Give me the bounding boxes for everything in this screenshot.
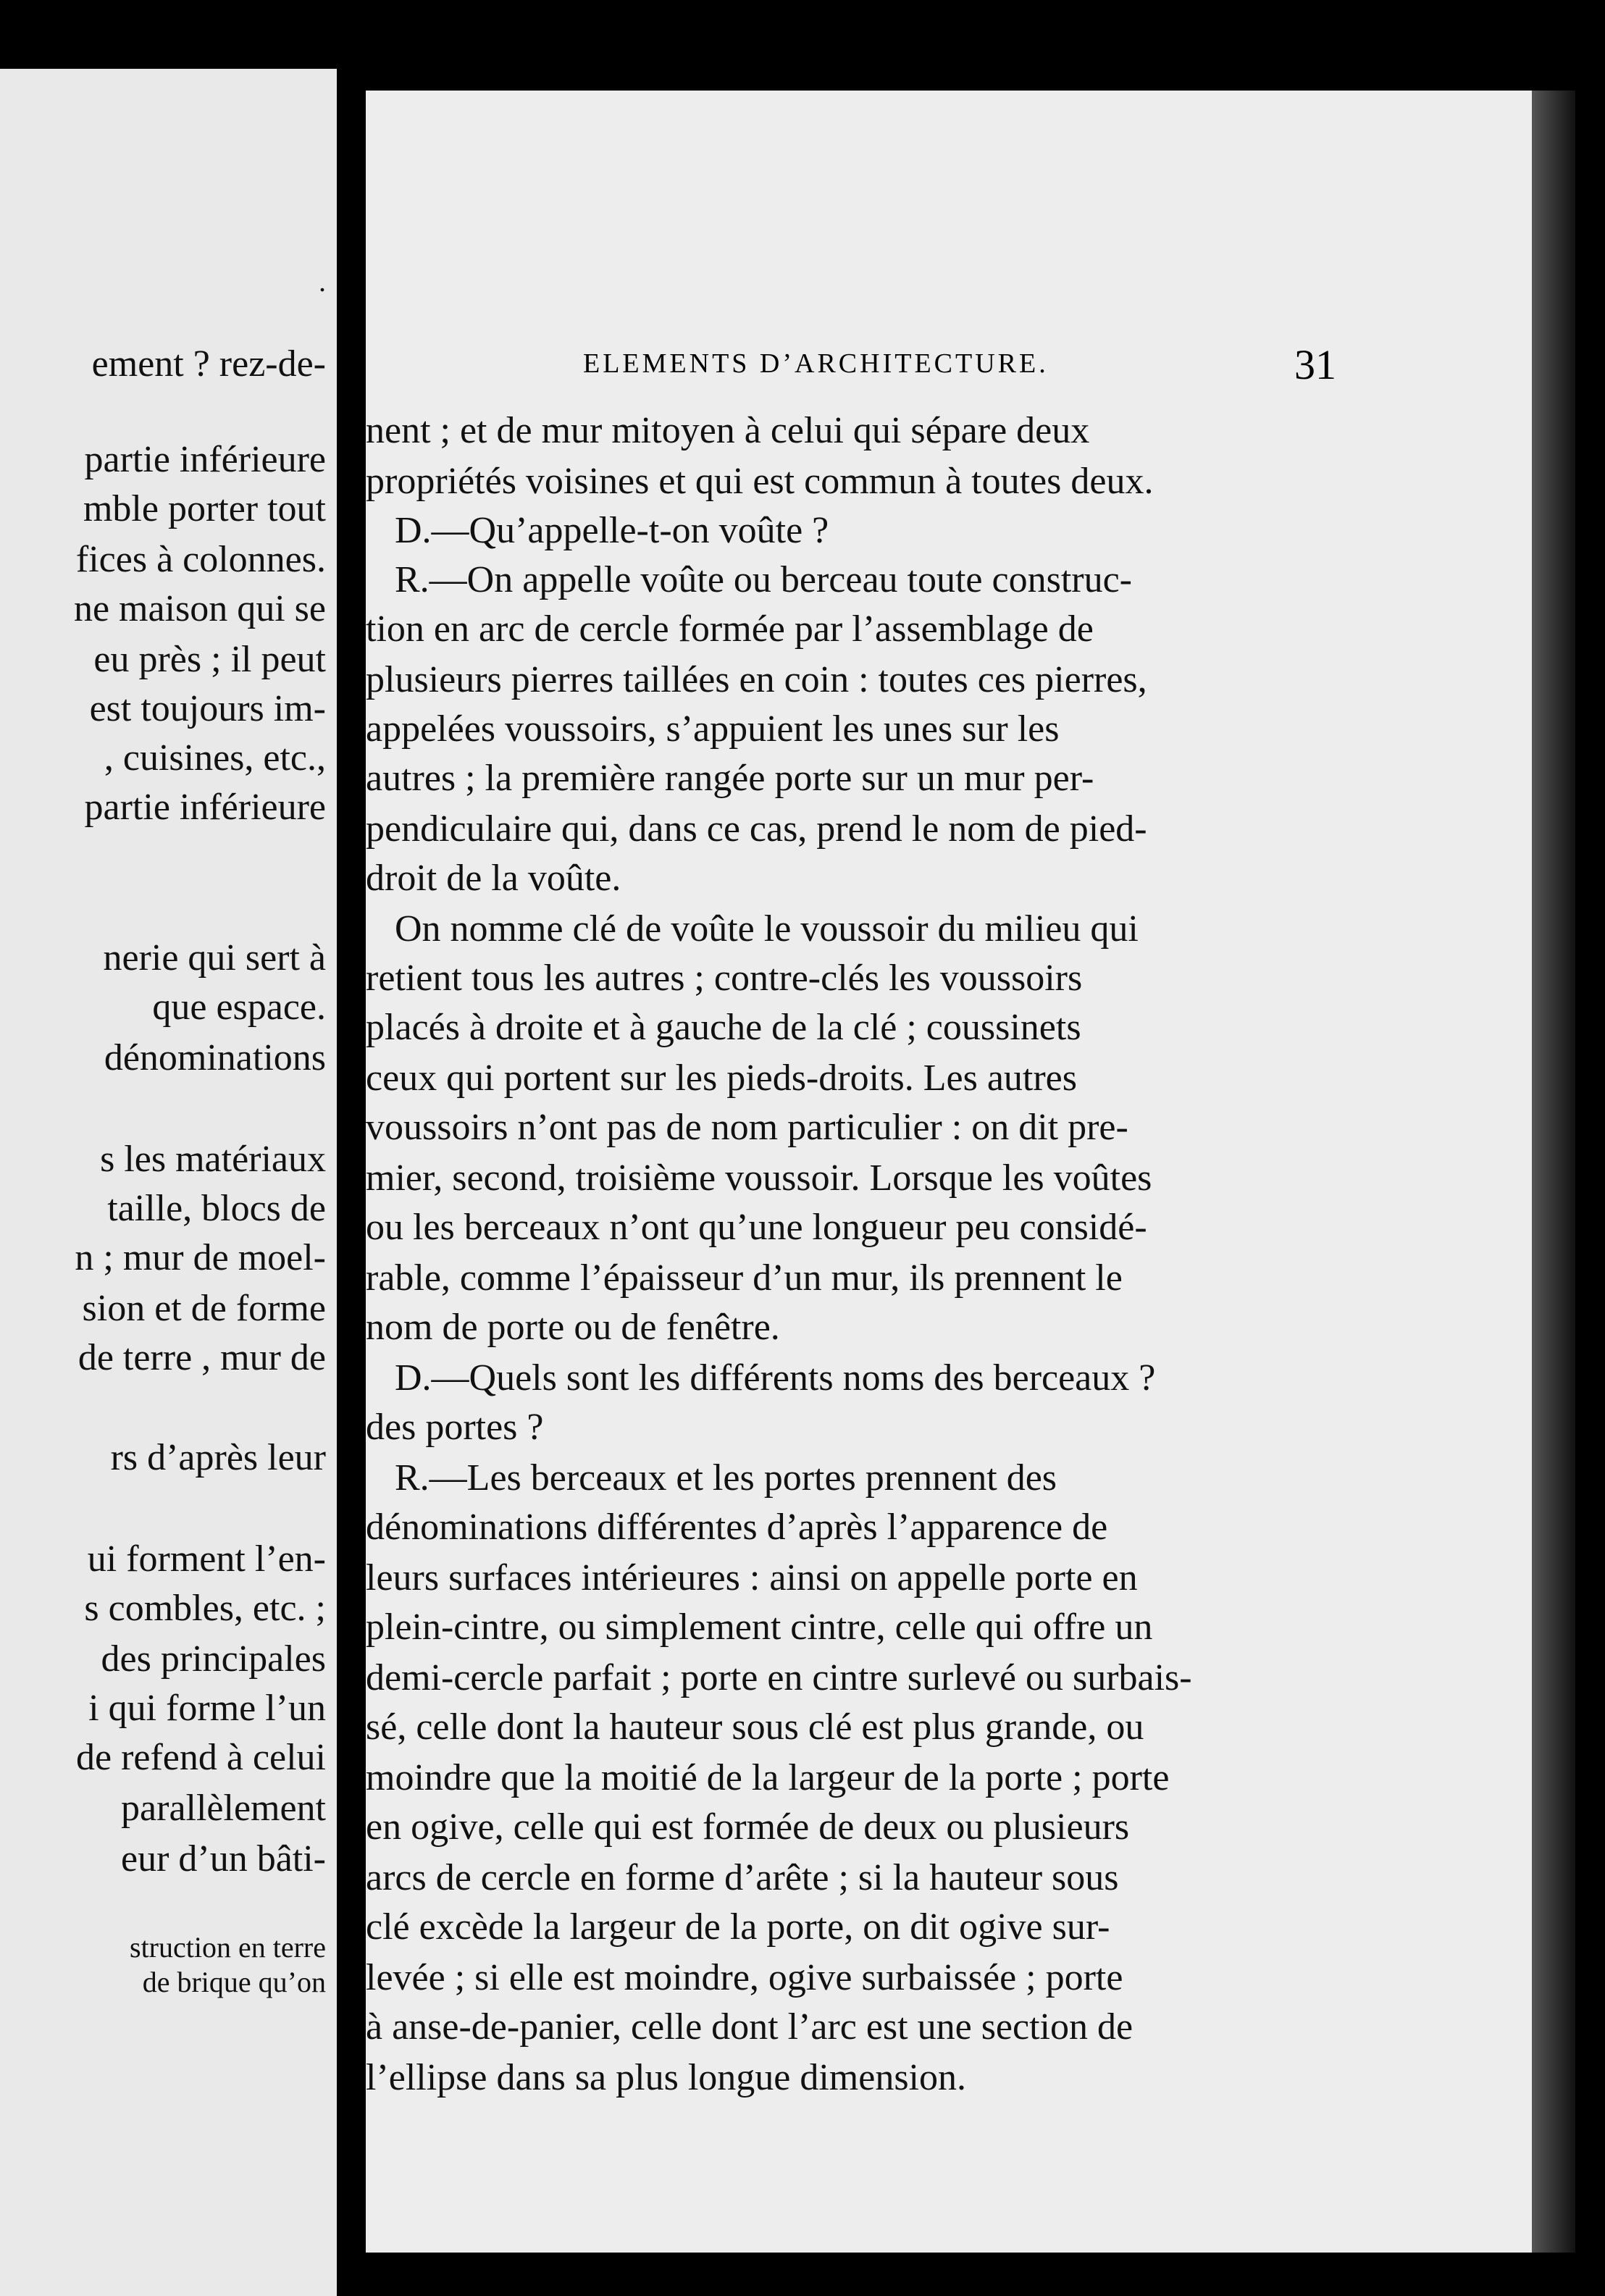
right-line: rable, comme l’épaisseur d’un mur, ils prennent le xyxy=(366,1257,1123,1299)
left-line: dénominations xyxy=(104,1037,326,1078)
left-line: i qui forme l’un xyxy=(88,1688,326,1729)
left-line: sion et de forme xyxy=(82,1288,326,1329)
left-page xyxy=(0,69,337,2296)
left-line: mble porter tout xyxy=(83,488,326,529)
left-line: partie inférieure xyxy=(84,439,326,480)
left-line: de refend à celui xyxy=(75,1737,326,1778)
left-line: s combles, etc. ; xyxy=(84,1588,326,1629)
left-line: des principales xyxy=(101,1638,326,1680)
right-line: arcs de cercle en forme d’arête ; si la hauteur sous xyxy=(366,1857,1119,1898)
right-line: nom de porte ou de fenêtre. xyxy=(366,1307,780,1348)
right-line: droit de la voûte. xyxy=(366,858,621,899)
right-line: R.—On appelle voûte ou berceau toute construc- xyxy=(395,559,1132,600)
right-line: R.—Les berceaux et les portes prennent des xyxy=(395,1457,1057,1499)
right-line: demi-cercle parfait ; porte en cintre surlevé ou surbais- xyxy=(366,1657,1192,1698)
right-line: D.—Qu’appelle-t-on voûte ? xyxy=(395,510,829,551)
left-line: ement ? rez-de- xyxy=(91,343,326,385)
right-line: tion en arc de cercle formée par l’assemblage de xyxy=(366,608,1094,650)
left-line: est toujours im- xyxy=(89,688,326,729)
left-footnote-line: struction en terre xyxy=(130,1931,326,1964)
right-line: appelées voussoirs, s’appuient les unes sur les xyxy=(366,708,1060,750)
left-line: taille, blocs de xyxy=(107,1188,326,1229)
left-line: s les matériaux xyxy=(100,1139,326,1180)
left-line: , cuisines, etc., xyxy=(104,737,326,779)
right-line: On nomme clé de voûte le voussoir du milieu qui xyxy=(395,908,1139,950)
right-line: plusieurs pierres taillées en coin : toutes ces pierres, xyxy=(366,659,1147,700)
page-number: 31 xyxy=(1294,341,1336,388)
right-line: ou les berceaux n’ont qu’une longueur peu considé- xyxy=(366,1207,1147,1248)
right-line: des portes ? xyxy=(366,1407,544,1448)
right-line: propriétés voisines et qui est commun à toutes deux. xyxy=(366,461,1154,502)
right-line: l’ellipse dans sa plus longue dimension. xyxy=(366,2057,967,2098)
right-line: en ogive, celle qui est formée de deux ou plusieurs xyxy=(366,1806,1130,1848)
right-line: D.—Quels sont les différents noms des berceaux ? xyxy=(395,1357,1156,1399)
left-line: eu près ; il peut xyxy=(93,639,326,680)
left-line: que espace. xyxy=(152,986,326,1028)
left-line: de terre , mur de xyxy=(77,1337,326,1378)
left-line: nerie qui sert à xyxy=(103,937,326,979)
left-line: ne maison qui se xyxy=(73,588,326,629)
right-line: plein-cintre, ou simplement cintre, celle qui offre un xyxy=(366,1606,1153,1648)
right-line: clé excède la largeur de la porte, on dit ogive sur- xyxy=(366,1906,1110,1948)
right-line: ceux qui portent sur les pieds-droits. Les autres xyxy=(366,1057,1077,1099)
left-line: n ; mur de moel- xyxy=(75,1237,326,1278)
right-line: sé, celle dont la hauteur sous clé est plus grande, ou xyxy=(366,1706,1144,1748)
right-line: levée ; si elle est moindre, ogive surbaissée ; porte xyxy=(366,1957,1123,1998)
right-line: leurs surfaces intérieures : ainsi on appelle porte en xyxy=(366,1557,1138,1599)
left-footnote-line: de brique qu’on xyxy=(142,1966,326,1998)
right-line: pendiculaire qui, dans ce cas, prend le nom de pied- xyxy=(366,808,1147,850)
right-page xyxy=(366,91,1532,2253)
right-line: retient tous les autres ; contre-clés les voussoirs xyxy=(366,958,1083,999)
left-line: ui forment l’en- xyxy=(87,1538,326,1580)
right-line: à anse-de-panier, celle dont l’arc est une section de xyxy=(366,2006,1133,2048)
left-line: fices à colonnes. xyxy=(75,539,326,580)
right-line: autres ; la première rangée porte sur un mur per- xyxy=(366,758,1094,799)
left-line: eur d’un bâti- xyxy=(120,1838,326,1880)
right-line: nent ; et de mur mitoyen à celui qui sépare deux xyxy=(366,410,1090,451)
left-line: rs d’après leur xyxy=(110,1437,326,1478)
right-line: moindre que la moitié de la largeur de la porte ; porte xyxy=(366,1757,1170,1798)
right-line: mier, second, troisième voussoir. Lorsque les voûtes xyxy=(366,1157,1152,1199)
right-line: placés à droite et à gauche de la clé ; coussinets xyxy=(366,1007,1081,1048)
book-gutter xyxy=(337,0,366,2289)
left-line: parallèlement xyxy=(121,1788,326,1829)
running-header: ELEMENTS D’ARCHITECTURE. xyxy=(583,348,1049,379)
right-line: voussoirs n’ont pas de nom particulier : on dit pre- xyxy=(366,1107,1128,1148)
left-line: partie inférieure xyxy=(84,787,326,828)
page-edge-shadow xyxy=(1532,91,1575,2253)
left-line: . xyxy=(319,265,326,298)
right-line: dénominations différentes d’après l’apparence de xyxy=(366,1507,1108,1548)
